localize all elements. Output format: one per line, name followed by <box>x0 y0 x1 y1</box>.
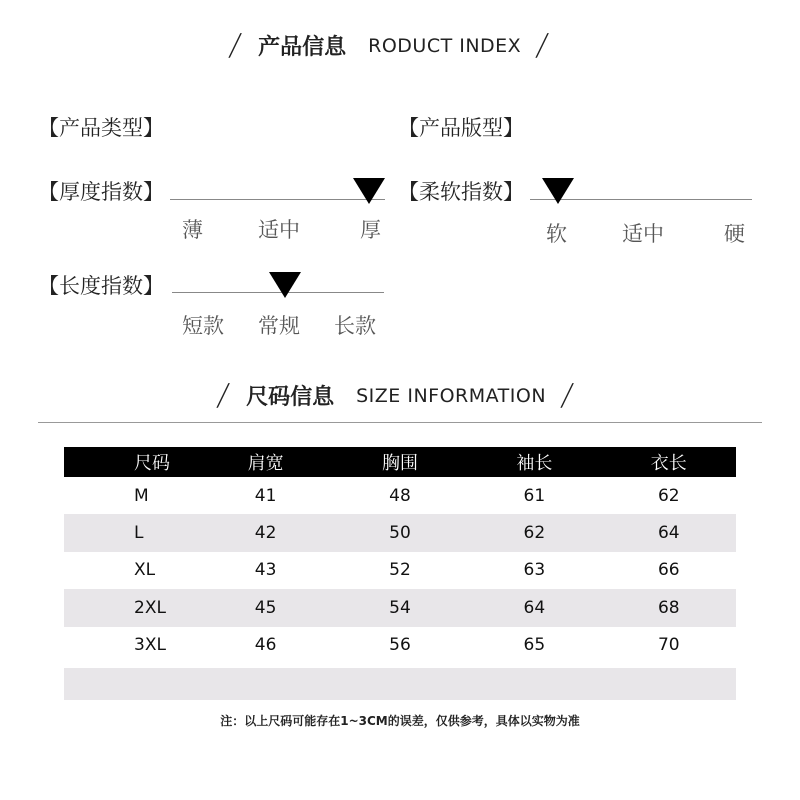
product-info-title-cn: 产品信息 <box>258 35 347 60</box>
cell-length: 64 <box>657 523 680 544</box>
header-chest: 胸围 <box>381 453 418 474</box>
cell-chest: 50 <box>389 523 411 544</box>
cell-length: 66 <box>657 560 680 581</box>
cell-sleeve: 65 <box>523 635 546 656</box>
heading-slash-right: / <box>558 378 576 413</box>
size-info-heading <box>214 378 576 413</box>
cell-shoulder: 46 <box>254 635 277 656</box>
size-note: 注：以上尺码可能存在1~3CM的误差，仅供参考，具体以实物为准 <box>220 714 580 728</box>
header-size: 尺码 <box>134 453 170 474</box>
thickness-marker-icon <box>353 178 385 204</box>
header-shoulder: 肩宽 <box>247 453 284 474</box>
cell-shoulder: 41 <box>254 485 277 506</box>
cell-size: L <box>134 523 144 544</box>
heading-slash-left: / <box>214 378 232 413</box>
length-option-long: 长款 <box>334 314 376 338</box>
length-option-regular: 常规 <box>258 314 300 338</box>
cell-sleeve: 62 <box>523 523 546 544</box>
cell-chest: 54 <box>389 597 411 618</box>
table-row <box>64 627 736 664</box>
cell-size: 3XL <box>134 635 166 656</box>
cell-shoulder: 45 <box>254 597 277 618</box>
section-divider <box>38 422 762 423</box>
product-info-heading <box>226 28 551 63</box>
cell-length: 70 <box>657 635 680 656</box>
softness-index-label: 【柔软指数】 <box>398 180 524 204</box>
thickness-option-medium: 适中 <box>258 218 300 242</box>
cell-length: 62 <box>657 485 680 506</box>
length-marker-icon <box>269 272 301 298</box>
cell-chest: 56 <box>389 635 411 656</box>
cell-size: XL <box>134 560 156 581</box>
thickness-index-label: 【厚度指数】 <box>38 180 164 204</box>
product-fit-label: 【产品版型】 <box>398 116 524 140</box>
length-index-label: 【长度指数】 <box>38 274 164 298</box>
cell-size: M <box>134 485 149 506</box>
thickness-option-thick: 厚 <box>360 218 381 242</box>
cell-length: 68 <box>657 597 680 618</box>
table-row <box>64 477 736 514</box>
product-info-title-en: RODUCT INDEX <box>368 34 522 57</box>
header-sleeve: 袖长 <box>516 453 553 474</box>
table-empty-row <box>64 668 736 700</box>
heading-slash-left: / <box>226 28 244 63</box>
cell-sleeve: 63 <box>523 560 546 581</box>
table-row <box>64 514 736 551</box>
cell-sleeve: 61 <box>523 485 546 506</box>
softness-marker-icon <box>542 178 574 204</box>
size-table-header <box>64 447 736 477</box>
cell-shoulder: 43 <box>254 560 277 581</box>
cell-chest: 52 <box>389 560 411 581</box>
heading-slash-right: / <box>534 28 551 63</box>
thickness-option-thin: 薄 <box>182 218 203 242</box>
table-row <box>64 589 736 626</box>
length-option-short: 短款 <box>182 314 224 338</box>
softness-option-hard: 硬 <box>724 222 745 246</box>
product-type-label: 【产品类型】 <box>38 116 164 140</box>
softness-option-medium: 适中 <box>622 222 664 246</box>
header-length: 衣长 <box>650 453 687 474</box>
cell-shoulder: 42 <box>254 523 277 544</box>
cell-sleeve: 64 <box>523 597 546 618</box>
size-info-title-en: SIZE INFORMATION <box>356 384 547 407</box>
cell-chest: 48 <box>389 485 411 506</box>
size-info-title-cn: 尺码信息 <box>246 385 335 410</box>
softness-option-soft: 软 <box>546 222 567 246</box>
cell-size: 2XL <box>134 597 166 618</box>
size-table <box>64 447 736 700</box>
table-row <box>64 552 736 589</box>
